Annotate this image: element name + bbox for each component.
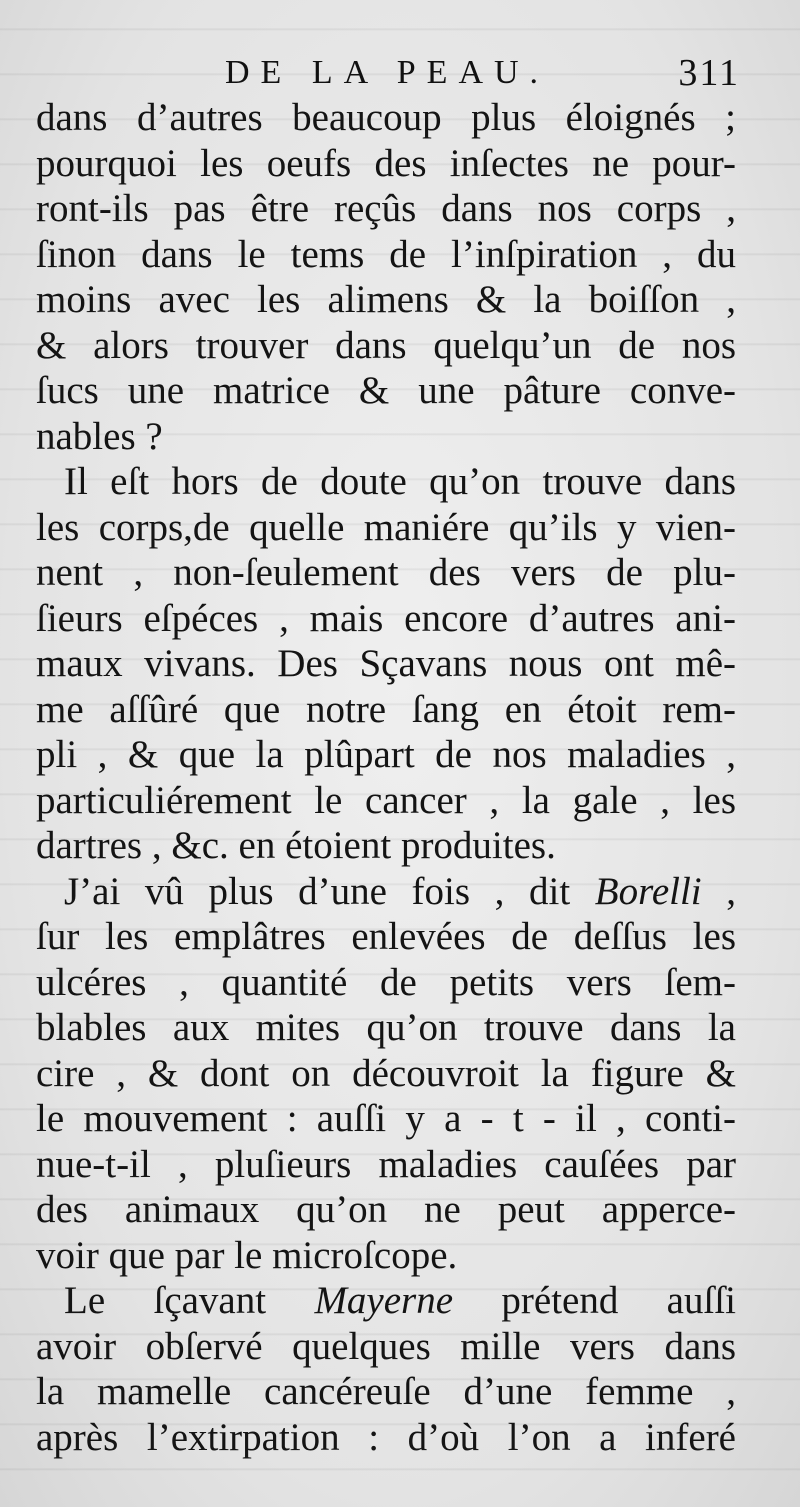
text-line: blables aux mites qu’on trouve dans la (36, 1006, 736, 1049)
text-line: & alors trouver dans quelqu’un de nos (36, 323, 736, 367)
text-line: pli , & que la plûpart de nos maladies , (36, 733, 736, 776)
paragraph-first-line: Il eſt hors de doute qu’on trouve dans (64, 460, 736, 503)
text-line: ront-ils pas être reçûs dans nos corps , (36, 187, 736, 230)
text-line: nent , non-ſeulement des vers de plu- (36, 551, 736, 594)
italic-name: Mayerne (314, 1279, 454, 1322)
text-line: la mamelle cancéreuſe d’une femme , (36, 1370, 736, 1413)
paragraph-first-line: J’ai vû plus d’une fois , dit Borelli , (64, 869, 736, 913)
body-text (36, 95, 736, 1460)
text-line: cire , & dont on découvroit la figure & (36, 1051, 736, 1095)
text-line: moins avec les alimens & la boiſſon , (36, 278, 736, 321)
paragraph-first-line: Le ſçavant Mayerne prétend auſſi (64, 1279, 737, 1322)
text-line: le mouvement : auſſi y a - t - il , conti- (36, 1097, 736, 1140)
text-line: ſieurs eſpéces , mais encore d’autres ani- (36, 596, 736, 640)
text-line: nue-t-il , pluſieurs maladies cauſées par (36, 1142, 736, 1186)
text-line: pourquoi les oeufs des inſectes ne pour- (36, 141, 736, 185)
text-line: ulcéres , quantité de petits vers ſem- (36, 960, 736, 1004)
text-line: nables ? (36, 414, 163, 458)
text-line: me aſſûré que notre ſang en étoit rem- (36, 687, 736, 731)
text-line: ſinon dans le tems de l’inſpiration , du (36, 232, 736, 276)
text-line: dartres , &c. en étoient produites. (36, 824, 556, 867)
text-line: particuliérement le cancer , la gale , les (36, 778, 736, 822)
text-line: dans d’autres beaucoup plus éloignés ; (36, 96, 736, 139)
text-line: maux vivans. Des Sçavans nous ont mê- (36, 642, 736, 685)
text-line: après l’extirpation : d’où l’on a inferé (36, 1415, 736, 1459)
page-number: 311 (678, 52, 740, 94)
text-line: des animaux qu’on ne peut apperce- (36, 1188, 736, 1231)
text-line: ſucs une matrice & une pâture conve- (36, 369, 736, 412)
running-head: DE LA PEAU. (225, 54, 550, 91)
text-line: voir que par le microſcope. (36, 1233, 458, 1277)
text-line: avoir obſervé quelques mille vers dans (36, 1324, 736, 1368)
page-header (225, 48, 740, 98)
text-line: les corps,de quelle maniére qu’ils y vien- (36, 505, 736, 549)
italic-name: Borelli (594, 869, 702, 913)
text-line: ſur les emplâtres enlevées de deſſus les (36, 915, 736, 958)
